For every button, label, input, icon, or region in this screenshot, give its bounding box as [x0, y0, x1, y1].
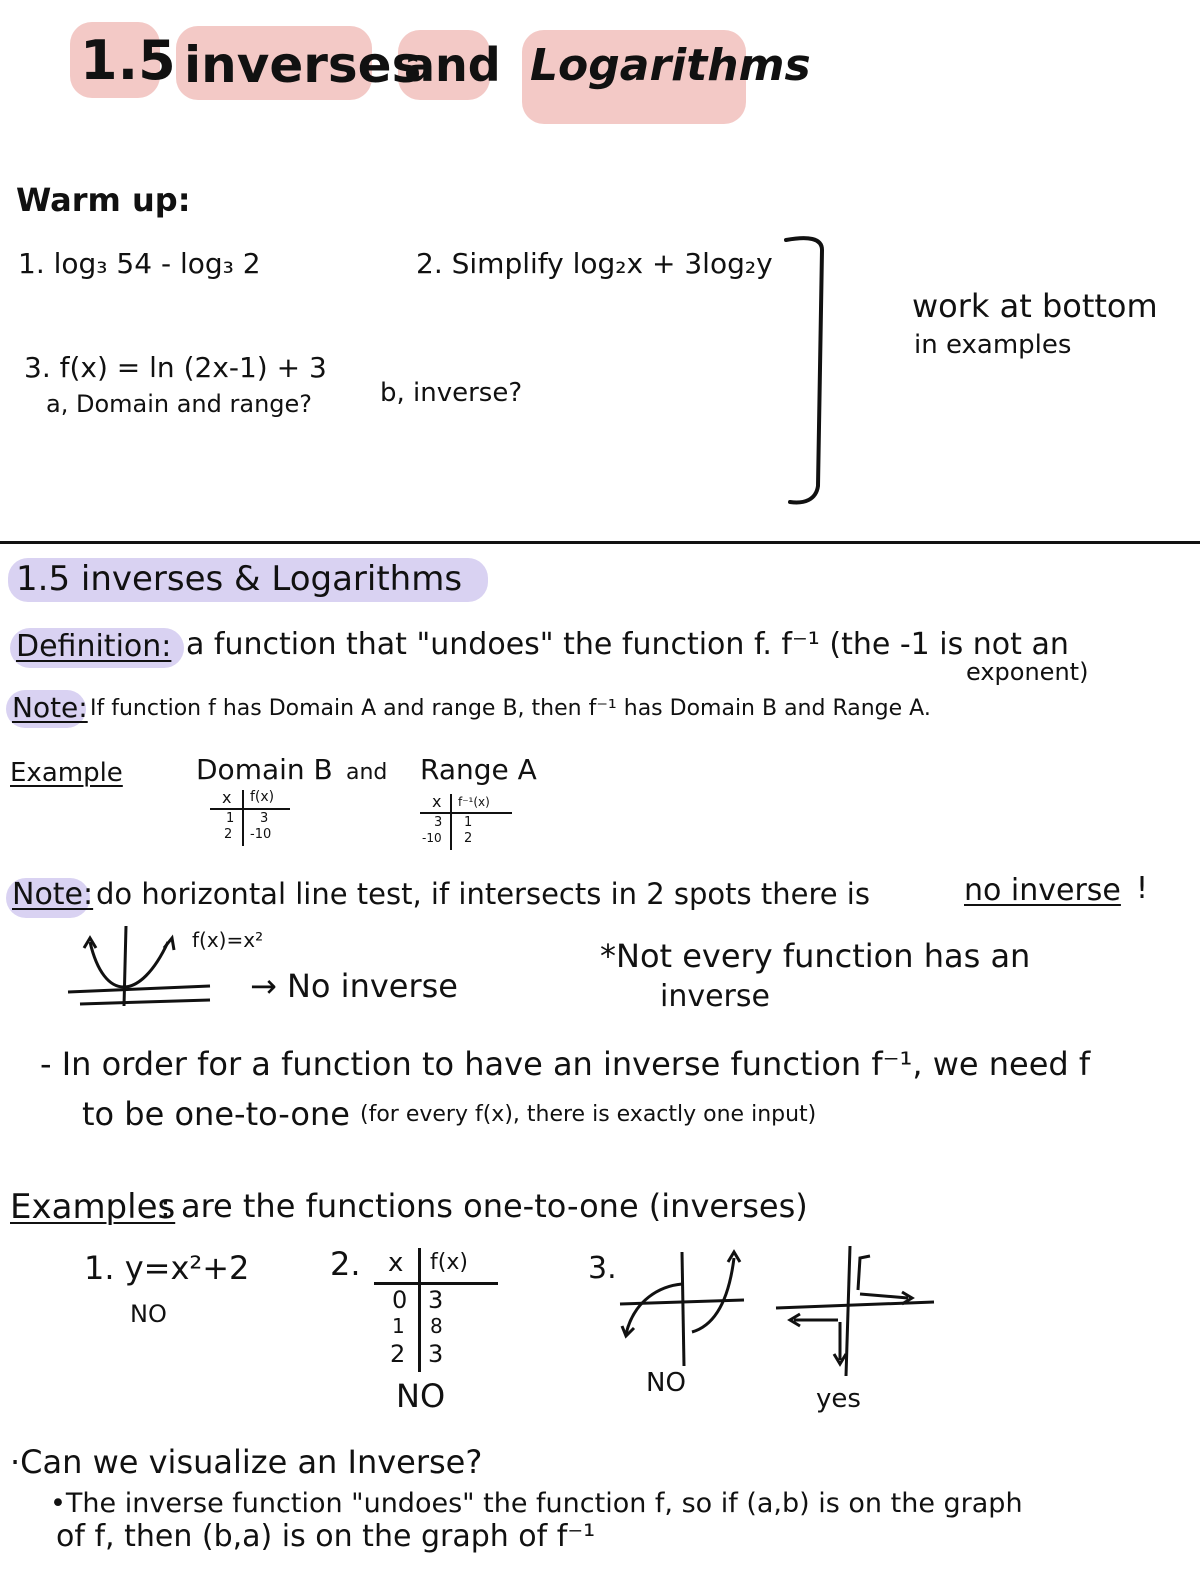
table1-r2c2: -10	[250, 827, 272, 842]
definition-label: Definition:	[16, 629, 172, 664]
section-divider	[0, 541, 1200, 544]
example-table-2	[420, 794, 516, 854]
example-3-graph-b	[770, 1236, 940, 1386]
table1-vline	[242, 790, 244, 846]
table2-r2c1: -10	[422, 831, 442, 845]
table2-r2c2: 2	[464, 831, 473, 846]
example-2-number: 2.	[330, 1245, 361, 1283]
side-note-line-2: in examples	[914, 330, 1072, 360]
warmup-q3b: b, inverse?	[380, 378, 523, 408]
page-title-word-3: Logarithms	[530, 40, 811, 91]
examples-text: : are the functions one-to-one (inverses)	[160, 1187, 808, 1225]
table2-h2: f⁻¹(x)	[458, 795, 490, 809]
table1-r1c1: 1	[226, 811, 235, 826]
star-note-line-1: *Not every function has an	[600, 937, 1031, 975]
warmup-bracket	[0, 0, 1200, 560]
definition-text-2: exponent)	[966, 658, 1089, 686]
definition-text: a function that "undoes" the function f. f⁻¹ (the -1 is not an	[186, 627, 1069, 662]
ex2-hline	[374, 1282, 498, 1285]
ex2-h2: f(x)	[430, 1250, 468, 1275]
note1-text: If function f has Domain A and range B, then f⁻¹ has Domain B and Range A.	[90, 696, 931, 721]
warmup-q3a: a, Domain and range?	[46, 390, 313, 418]
example-3-number: 3.	[588, 1251, 617, 1286]
ex2-r1c2: 3	[428, 1286, 444, 1314]
parabola-label: f(x)=x²	[192, 928, 264, 952]
ex2-r2c2: 8	[430, 1314, 443, 1338]
table2-r1c2: 1	[464, 815, 473, 830]
warmup-q2: 2. Simplify log₂x + 3log₂y	[416, 247, 773, 280]
ex2-r3c2: 3	[428, 1340, 444, 1368]
example-and: and	[346, 760, 388, 785]
table1-h1: x	[222, 788, 232, 807]
ex2-r1c1: 0	[392, 1286, 408, 1314]
note1-label: Note:	[12, 691, 88, 724]
table1-h2: f(x)	[250, 789, 275, 805]
example-2-table	[374, 1248, 504, 1374]
example-3b-answer: yes	[816, 1384, 861, 1414]
one-to-one-line-2b: (for every f(x), there is exactly one input)	[360, 1102, 817, 1127]
visualize-question: ·Can we visualize an Inverse?	[10, 1443, 483, 1481]
star-note-line-2: inverse	[660, 979, 770, 1014]
table1-r2c1: 2	[224, 827, 233, 842]
no-inverse-note: → No inverse	[250, 967, 458, 1005]
table2-h1: x	[432, 792, 442, 811]
examples-label: Examples	[10, 1187, 176, 1227]
example-2-answer: NO	[396, 1377, 446, 1415]
ex2-h1: x	[388, 1248, 404, 1278]
warmup-heading: Warm up:	[16, 181, 191, 219]
table1-r1c2: 3	[260, 811, 269, 826]
ex2-r3c1: 2	[390, 1340, 406, 1368]
example-label: Example	[10, 758, 123, 788]
example-table-1	[204, 790, 294, 850]
example-3-graph-a	[610, 1240, 750, 1380]
side-note-line-1: work at bottom	[912, 287, 1158, 325]
example-domain: Domain B	[196, 753, 333, 786]
page-title-number: 1.5	[80, 29, 176, 92]
table2-vline	[450, 794, 452, 850]
example-range: Range A	[420, 753, 537, 786]
page-title-word-2: and	[404, 38, 501, 92]
note2-emphasis: no inverse	[964, 873, 1121, 908]
ex2-vline	[418, 1248, 421, 1372]
example-3a-answer: NO	[646, 1368, 686, 1398]
table1-hline	[210, 808, 290, 810]
table2-r1c1: 3	[434, 815, 443, 830]
one-to-one-line-2a: to be one-to-one	[82, 1095, 350, 1133]
section-title: 1.5 inverses & Logarithms	[16, 559, 463, 599]
note2-label: Note:	[12, 877, 94, 912]
example-1: 1. y=x²+2	[84, 1249, 250, 1287]
one-to-one-line-1: - In order for a function to have an inverse function f⁻¹, we need f	[40, 1045, 1091, 1083]
visualize-line-1: •The inverse function "undoes" the function f, so if (a,b) is on the graph	[50, 1488, 1023, 1519]
page-title-word-1: inverses	[184, 36, 422, 94]
warmup-q1: 1. log₃ 54 - log₃ 2	[18, 247, 261, 280]
warmup-q3: 3. f(x) = ln (2x-1) + 3	[24, 351, 327, 384]
visualize-line-2: of f, then (b,a) is on the graph of f⁻¹	[56, 1519, 596, 1554]
ex2-r2c1: 1	[392, 1314, 405, 1338]
example-1-answer: NO	[130, 1300, 167, 1328]
note2-text: do horizontal line test, if intersects in 2 spots there is	[96, 877, 870, 911]
note2-end: !	[1136, 871, 1149, 906]
table2-hline	[420, 812, 512, 814]
